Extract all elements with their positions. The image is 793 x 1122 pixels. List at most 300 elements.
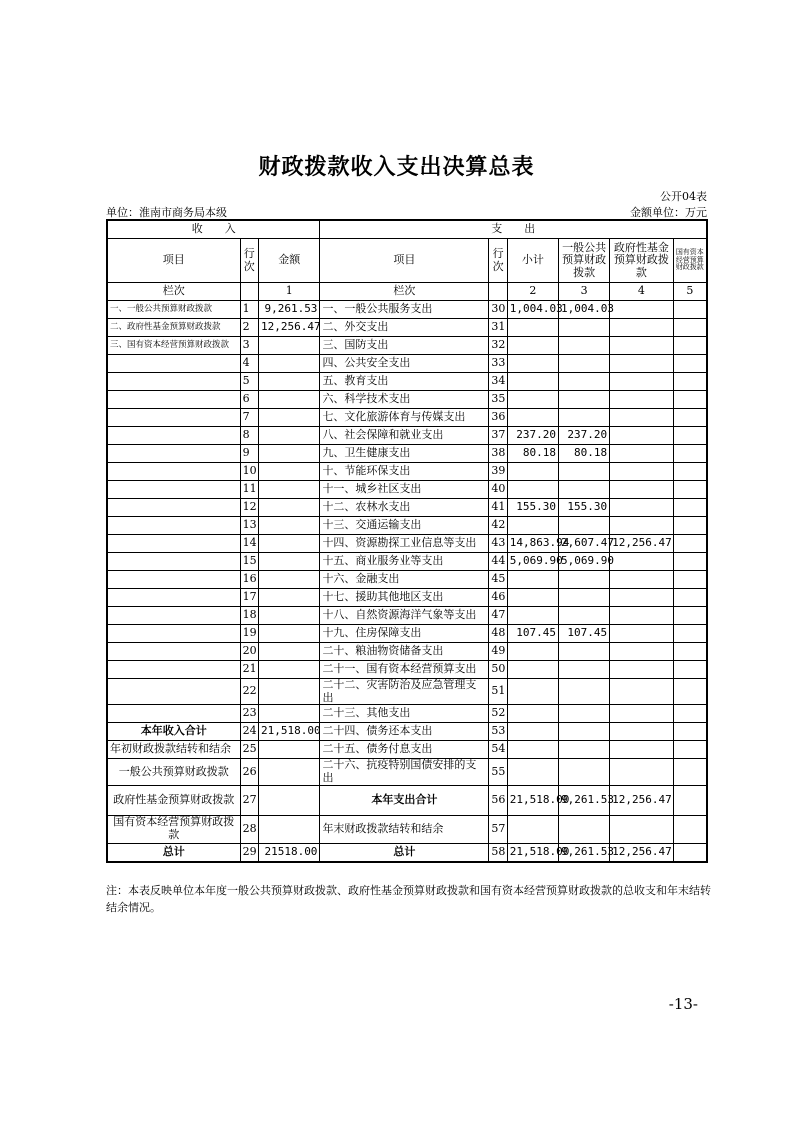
- unit-label: 单位：淮南市商务局本级: [106, 206, 227, 219]
- gov-fund-value: [610, 409, 673, 427]
- income-line-no: 28: [240, 815, 258, 843]
- expense-line-no: 54: [489, 741, 507, 759]
- income-line-no: 27: [240, 785, 258, 815]
- gen-budget-value: [558, 815, 609, 843]
- state-capital-value: [673, 481, 707, 499]
- expense-line-no: 47: [489, 607, 507, 625]
- expense-item: 二、外交支出: [320, 319, 489, 337]
- subtotal-value: [507, 571, 558, 589]
- gov-fund-value: [610, 553, 673, 571]
- income-amount: 9,261.53: [259, 301, 320, 319]
- gov-fund-value: [610, 741, 673, 759]
- income-item: [107, 499, 240, 517]
- subtotal-value: [507, 815, 558, 843]
- table-row: [107, 843, 707, 862]
- income-line-no: 19: [240, 625, 258, 643]
- gov-fund-value: [610, 815, 673, 843]
- expense-line-no: 31: [489, 319, 507, 337]
- expense-item: 二十一、国有资本经营预算支出: [320, 661, 489, 679]
- state-capital-value: [673, 741, 707, 759]
- expense-line-header: 行次: [489, 239, 507, 283]
- state-capital-value: [673, 517, 707, 535]
- income-item: [107, 607, 240, 625]
- state-capital-value: [673, 445, 707, 463]
- state-capital-value: [673, 463, 707, 481]
- income-line-no: 11: [240, 481, 258, 499]
- state-capital-value: [673, 571, 707, 589]
- footnote: 注：本表反映单位本年度一般公共预算财政拨款、政府性基金预算财政拨款和国有资本经营预算财政拨款的总收支和年末结转结余情况。: [106, 884, 711, 914]
- table-row: [107, 741, 707, 759]
- subtotal-value: [507, 355, 558, 373]
- table-row: [107, 481, 707, 499]
- income-item: [107, 517, 240, 535]
- expense-line-no: 46: [489, 589, 507, 607]
- income-item: [107, 427, 240, 445]
- expense-item: 二十五、债务付息支出: [320, 741, 489, 759]
- table-row: [107, 723, 707, 741]
- expense-line-no: 34: [489, 373, 507, 391]
- table-row: [107, 759, 707, 785]
- gen-budget-value: [558, 741, 609, 759]
- income-item: [107, 481, 240, 499]
- gov-fund-value: 12,256.47: [610, 785, 673, 815]
- expense-item: 本年支出合计: [320, 785, 489, 815]
- expense-line-no: 37: [489, 427, 507, 445]
- col-1: 1: [259, 283, 320, 301]
- table-row: [107, 625, 707, 643]
- subtotal-value: [507, 741, 558, 759]
- subtotal-value: 5,069.90: [507, 553, 558, 571]
- gen-budget-value: [558, 607, 609, 625]
- income-header: 收 入: [107, 220, 320, 239]
- income-amount: [259, 499, 320, 517]
- gov-fund-value: [610, 661, 673, 679]
- income-line-no: 23: [240, 705, 258, 723]
- gen-budget-value: 9,261.53: [558, 785, 609, 815]
- subtotal-value: [507, 705, 558, 723]
- expense-item: 年末财政拨款结转和结余: [320, 815, 489, 843]
- col-3: 3: [558, 283, 609, 301]
- expense-line-no: 45: [489, 571, 507, 589]
- gen-budget-value: 237.20: [558, 427, 609, 445]
- state-capital-value: [673, 815, 707, 843]
- subtotal-value: [507, 679, 558, 705]
- income-amount: [259, 463, 320, 481]
- state-capital-value: [673, 661, 707, 679]
- subtotal-value: 107.45: [507, 625, 558, 643]
- state-capital-value: [673, 607, 707, 625]
- table-row: [107, 785, 707, 815]
- expense-item: 二十、粮油物资储备支出: [320, 643, 489, 661]
- income-amount: [259, 785, 320, 815]
- subtotal-value: 14,863.94: [507, 535, 558, 553]
- expense-line-no: 35: [489, 391, 507, 409]
- expense-item: 六、科学技术支出: [320, 391, 489, 409]
- income-amount: [259, 517, 320, 535]
- gov-fund-value: [610, 463, 673, 481]
- income-item: [107, 355, 240, 373]
- table-row: [107, 517, 707, 535]
- table-code: 公开04表: [660, 190, 707, 203]
- income-item: 本年收入合计: [107, 723, 240, 741]
- table-row: [107, 355, 707, 373]
- expense-line-no: 58: [489, 843, 507, 862]
- gen-budget-value: 80.18: [558, 445, 609, 463]
- income-item: [107, 535, 240, 553]
- income-amount: [259, 661, 320, 679]
- income-line-no: 4: [240, 355, 258, 373]
- subtotal-value: [507, 723, 558, 741]
- subtotal-header: 小计: [507, 239, 558, 283]
- expense-line-no: 38: [489, 445, 507, 463]
- expense-line-no: 36: [489, 409, 507, 427]
- gen-budget-value: [558, 723, 609, 741]
- subtotal-value: 80.18: [507, 445, 558, 463]
- col-4: 4: [610, 283, 673, 301]
- income-amount: [259, 625, 320, 643]
- gov-fund-value: [610, 679, 673, 705]
- income-amount: [259, 535, 320, 553]
- expense-item: 八、社会保障和就业支出: [320, 427, 489, 445]
- table-row: [107, 607, 707, 625]
- subtotal-value: [507, 391, 558, 409]
- gen-budget-value: 155.30: [558, 499, 609, 517]
- expense-item: 十一、城乡社区支出: [320, 481, 489, 499]
- expense-item: 十八、自然资源海洋气象等支出: [320, 607, 489, 625]
- expense-item: 七、文化旅游体育与传媒支出: [320, 409, 489, 427]
- income-line-no: 3: [240, 337, 258, 355]
- expense-line-no: 32: [489, 337, 507, 355]
- income-line-no: 8: [240, 427, 258, 445]
- table-row: [107, 535, 707, 553]
- state-capital-value: [673, 355, 707, 373]
- page-number: -13-: [668, 995, 698, 1013]
- gen-budget-value: 2,607.47: [558, 535, 609, 553]
- state-capital-value: [673, 409, 707, 427]
- state-capital-value: [673, 553, 707, 571]
- income-item: [107, 679, 240, 705]
- table-row: [107, 301, 707, 319]
- gov-fund-value: 12,256.47: [610, 535, 673, 553]
- income-line-no: 10: [240, 463, 258, 481]
- budget-table: [106, 219, 708, 863]
- income-line-no: 15: [240, 553, 258, 571]
- gov-fund-value: [610, 373, 673, 391]
- table-row: [107, 463, 707, 481]
- state-capital-value: [673, 843, 707, 862]
- expense-line-no: 53: [489, 723, 507, 741]
- gen-budget-value: [558, 679, 609, 705]
- subtotal-value: [507, 661, 558, 679]
- expense-item: 十六、金融支出: [320, 571, 489, 589]
- state-capital-value: [673, 723, 707, 741]
- income-line-no: 17: [240, 589, 258, 607]
- expense-item: 五、教育支出: [320, 373, 489, 391]
- expense-item: 九、卫生健康支出: [320, 445, 489, 463]
- expense-item: 十四、资源勘探工业信息等支出: [320, 535, 489, 553]
- subtotal-value: 1,004.03: [507, 301, 558, 319]
- income-item: [107, 661, 240, 679]
- table-row: [107, 319, 707, 337]
- state-capital-value: [673, 589, 707, 607]
- income-line-no: 14: [240, 535, 258, 553]
- state-capital-value: [673, 705, 707, 723]
- income-amount-header: 金额: [259, 239, 320, 283]
- col-5: 5: [673, 283, 707, 301]
- state-capital-value: [673, 535, 707, 553]
- income-item: [107, 463, 240, 481]
- table-row: [107, 589, 707, 607]
- gen-budget-value: [558, 337, 609, 355]
- subtotal-value: 21,518.00: [507, 785, 558, 815]
- income-item: 一、一般公共预算财政拨款: [107, 301, 240, 319]
- income-item: 国有资本经营预算财政拨款: [107, 815, 240, 843]
- subtotal-value: 155.30: [507, 499, 558, 517]
- subtotal-value: [507, 481, 558, 499]
- page-title: 财政拨款收入支出决算总表: [258, 155, 535, 180]
- expense-item: 二十四、债务还本支出: [320, 723, 489, 741]
- gov-fund-value: [610, 427, 673, 445]
- income-line-no: 24: [240, 723, 258, 741]
- income-amount: [259, 445, 320, 463]
- expense-item: 三、国防支出: [320, 337, 489, 355]
- expense-line-no: 57: [489, 815, 507, 843]
- expense-item: 十五、商业服务业等支出: [320, 553, 489, 571]
- expense-item: 总计: [320, 843, 489, 862]
- gov-fund-value: [610, 607, 673, 625]
- table-row: [107, 815, 707, 843]
- income-item: 政府性基金预算财政拨款: [107, 785, 240, 815]
- subtotal-value: [507, 643, 558, 661]
- state-capital-value: [673, 625, 707, 643]
- expense-item: 二十二、灾害防治及应急管理支出: [320, 679, 489, 705]
- income-line-no: 12: [240, 499, 258, 517]
- state-capital-value: [673, 337, 707, 355]
- income-amount: [259, 759, 320, 785]
- expense-line-no: 52: [489, 705, 507, 723]
- income-line-no: 25: [240, 741, 258, 759]
- state-capital-value: [673, 391, 707, 409]
- gen-budget-value: 5,069.90: [558, 553, 609, 571]
- gen-budget-value: [558, 517, 609, 535]
- subtotal-value: [507, 589, 558, 607]
- table-row: [107, 643, 707, 661]
- gov-fund-value: [610, 355, 673, 373]
- gen-budget-value: [558, 571, 609, 589]
- gen-budget-value: [558, 643, 609, 661]
- income-line-header: 行次: [240, 239, 258, 283]
- income-line-no: 1: [240, 301, 258, 319]
- income-item: 年初财政拨款结转和结余: [107, 741, 240, 759]
- income-item: [107, 445, 240, 463]
- income-line-no: 16: [240, 571, 258, 589]
- state-capital-value: [673, 759, 707, 785]
- state-capital-value: [673, 427, 707, 445]
- gov-fund-value: [610, 643, 673, 661]
- expense-line-no: 50: [489, 661, 507, 679]
- income-item: [107, 571, 240, 589]
- col-label-income: 栏次: [107, 283, 240, 301]
- income-amount: [259, 373, 320, 391]
- state-capital-value: [673, 373, 707, 391]
- gen-budget-value: [558, 319, 609, 337]
- table-row: [107, 391, 707, 409]
- expense-line-no: 49: [489, 643, 507, 661]
- income-line-no: 22: [240, 679, 258, 705]
- expense-line-no: 33: [489, 355, 507, 373]
- gov-fund-value: [610, 705, 673, 723]
- income-amount: [259, 679, 320, 705]
- income-amount: 12,256.47: [259, 319, 320, 337]
- gen-budget-header: 一般公共预算财政拨款: [558, 239, 609, 283]
- income-line-no: 13: [240, 517, 258, 535]
- income-line-no: 21: [240, 661, 258, 679]
- expense-line-no: 41: [489, 499, 507, 517]
- income-line-no: 26: [240, 759, 258, 785]
- table-row: [107, 571, 707, 589]
- table-row: [107, 679, 707, 705]
- expense-header: 支 出: [320, 220, 707, 239]
- table-row: [107, 373, 707, 391]
- subtotal-value: [507, 759, 558, 785]
- gov-fund-value: 12,256.47: [610, 843, 673, 862]
- income-line-no: 18: [240, 607, 258, 625]
- expense-line-no: 40: [489, 481, 507, 499]
- subtotal-value: [507, 337, 558, 355]
- table-row: [107, 427, 707, 445]
- state-capital-header: 国有资本经营预算财政拨款: [673, 239, 707, 283]
- subtotal-value: 237.20: [507, 427, 558, 445]
- expense-line-no: 30: [489, 301, 507, 319]
- gov-fund-value: [610, 499, 673, 517]
- state-capital-value: [673, 319, 707, 337]
- expense-item: 二十三、其他支出: [320, 705, 489, 723]
- income-item: 总计: [107, 843, 240, 862]
- income-line-no: 7: [240, 409, 258, 427]
- gen-budget-value: [558, 391, 609, 409]
- income-amount: [259, 815, 320, 843]
- expense-item: 十九、住房保障支出: [320, 625, 489, 643]
- income-amount: 21518.00: [259, 843, 320, 862]
- gen-budget-value: [558, 705, 609, 723]
- expense-line-no: 51: [489, 679, 507, 705]
- gov-fund-value: [610, 319, 673, 337]
- gen-budget-value: [558, 759, 609, 785]
- income-amount: [259, 481, 320, 499]
- income-amount: [259, 391, 320, 409]
- gen-budget-value: [558, 481, 609, 499]
- expense-item-header: 项目: [320, 239, 489, 283]
- gov-fund-value: [610, 481, 673, 499]
- income-amount: [259, 741, 320, 759]
- income-line-no: 20: [240, 643, 258, 661]
- expense-item: 四、公共安全支出: [320, 355, 489, 373]
- expense-line-no: 43: [489, 535, 507, 553]
- expense-line-no: 39: [489, 463, 507, 481]
- income-amount: [259, 643, 320, 661]
- subtotal-value: [507, 607, 558, 625]
- state-capital-value: [673, 301, 707, 319]
- gen-budget-value: [558, 463, 609, 481]
- table-row: [107, 409, 707, 427]
- income-amount: [259, 589, 320, 607]
- gov-fund-value: [610, 625, 673, 643]
- expense-line-no: 42: [489, 517, 507, 535]
- income-item: [107, 391, 240, 409]
- gen-budget-value: [558, 589, 609, 607]
- gen-budget-value: 107.45: [558, 625, 609, 643]
- income-item: [107, 643, 240, 661]
- gen-budget-value: [558, 355, 609, 373]
- expense-line-no: 44: [489, 553, 507, 571]
- income-item: 一般公共预算财政拨款: [107, 759, 240, 785]
- subtotal-value: 21,518.00: [507, 843, 558, 862]
- gov-fund-value: [610, 589, 673, 607]
- gen-budget-value: [558, 661, 609, 679]
- gen-budget-value: 1,004.03: [558, 301, 609, 319]
- expense-item: 二十六、抗疫特别国债安排的支出: [320, 759, 489, 785]
- gov-fund-value: [610, 723, 673, 741]
- state-capital-value: [673, 643, 707, 661]
- income-amount: [259, 337, 320, 355]
- table-row: [107, 553, 707, 571]
- expense-line-no: 56: [489, 785, 507, 815]
- expense-item: 十二、农林水支出: [320, 499, 489, 517]
- table-row: [107, 499, 707, 517]
- income-amount: [259, 705, 320, 723]
- income-amount: 21,518.00: [259, 723, 320, 741]
- income-amount: [259, 355, 320, 373]
- gov-fund-value: [610, 571, 673, 589]
- money-unit: 金额单位：万元: [630, 206, 707, 219]
- state-capital-value: [673, 499, 707, 517]
- income-amount: [259, 427, 320, 445]
- state-capital-value: [673, 785, 707, 815]
- gen-budget-value: [558, 373, 609, 391]
- gov-fund-value: [610, 337, 673, 355]
- expense-item: 一、一般公共服务支出: [320, 301, 489, 319]
- income-amount: [259, 409, 320, 427]
- gov-fund-header: 政府性基金预算财政拨款: [610, 239, 673, 283]
- income-line-no: 29: [240, 843, 258, 862]
- gov-fund-value: [610, 445, 673, 463]
- subtotal-value: [507, 409, 558, 427]
- expense-item: 十三、交通运输支出: [320, 517, 489, 535]
- income-item: [107, 553, 240, 571]
- table-row: [107, 337, 707, 355]
- expense-line-no: 48: [489, 625, 507, 643]
- col-label-expense: 栏次: [320, 283, 489, 301]
- state-capital-value: [673, 679, 707, 705]
- income-line-no: 6: [240, 391, 258, 409]
- income-item: 三、国有资本经营预算财政拨款: [107, 337, 240, 355]
- col-2: 2: [507, 283, 558, 301]
- income-line-no: 5: [240, 373, 258, 391]
- gen-budget-value: [558, 409, 609, 427]
- income-amount: [259, 571, 320, 589]
- income-line-no: 2: [240, 319, 258, 337]
- income-amount: [259, 607, 320, 625]
- gen-budget-value: 9,261.53: [558, 843, 609, 862]
- subtotal-value: [507, 517, 558, 535]
- income-line-no: 9: [240, 445, 258, 463]
- income-item: [107, 409, 240, 427]
- expense-line-no: 55: [489, 759, 507, 785]
- gov-fund-value: [610, 391, 673, 409]
- income-amount: [259, 553, 320, 571]
- income-item: [107, 705, 240, 723]
- table-row: [107, 661, 707, 679]
